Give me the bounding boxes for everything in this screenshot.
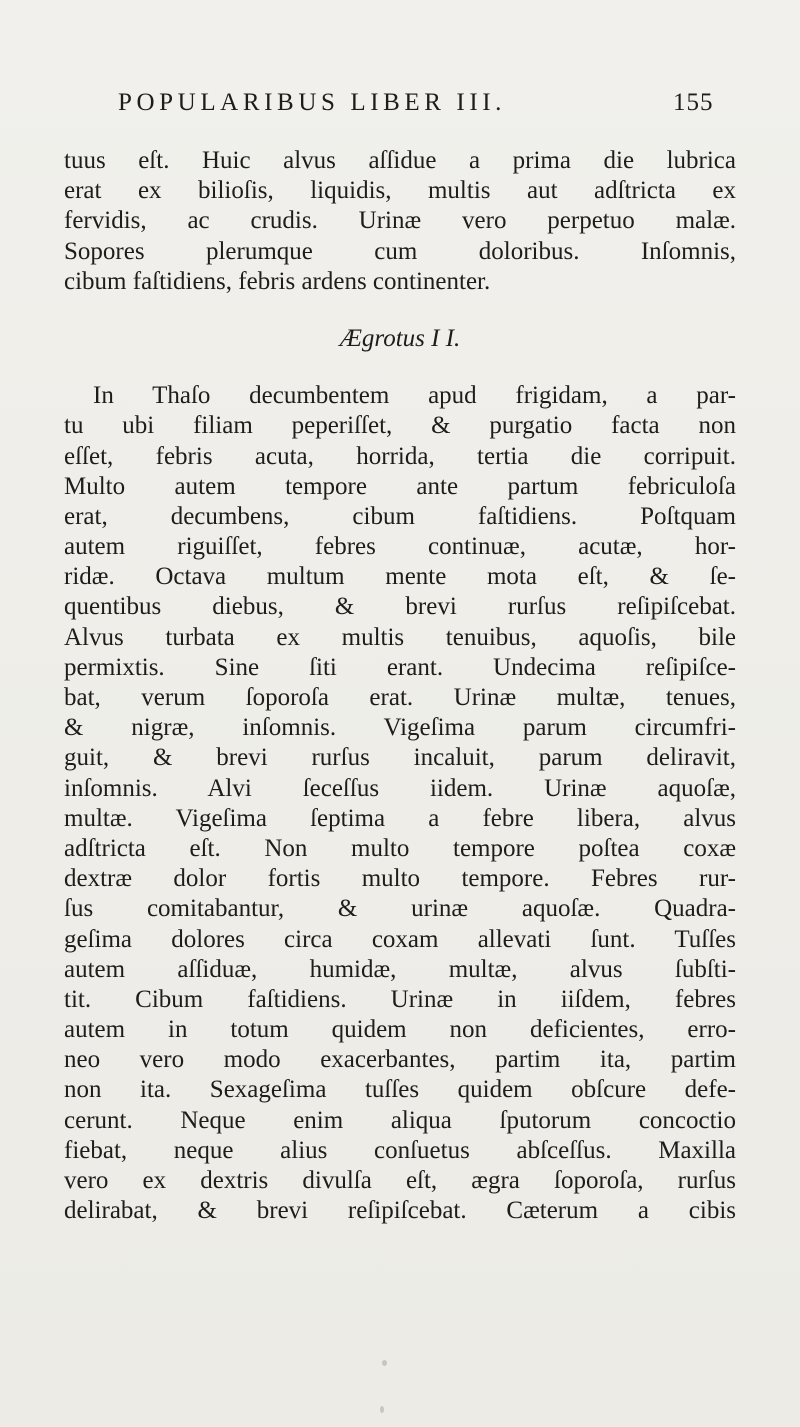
text-line: Alvus turbata ex multis tenuibus, aquoſis, bile [64,623,736,651]
text-line: erat, decumbens, cibum faſtidiens. Poſtquam [64,502,736,530]
text-line: In Thaſo decumbentem apud frigidam, a par- [93,382,736,410]
text-line: permixtis. Sine ſiti erant. Undecima reſipiſce- [64,653,736,681]
text-line: Sopores plerumque cum doloribus. Inſomnis, [64,237,736,265]
text-line: guit, & brevi rurſus incaluit, parum deliravit, [64,744,736,772]
text-line: adſtricta eſt. Non multo tempore poſtea coxæ [64,834,736,862]
text-line: Multo autem tempore ante partum febriculoſa [64,472,736,500]
paragraph-1 [64,146,736,297]
text-line: ſus comitabantur, & urinæ aquoſæ. Quadra- [64,895,736,923]
text-line: autem riguiſſet, febres continuæ, acutæ, hor- [64,533,736,561]
section-heading: Ægrotus I I. [339,324,461,352]
text-line: vero ex dextris divulſa eſt, ægra ſoporoſa, rurſus [64,1167,736,1194]
running-title: POPULARIBUS LIBER III. [118,89,507,116]
text-line: quentibus diebus, & brevi rurſus reſipiſcebat. [64,593,736,621]
text-line: ridæ. Octava multum mente mota eſt, & ſe- [64,563,736,591]
text-line: eſſet, febris acuta, horrida, tertia die corripuit. [64,442,736,470]
text-line: erat ex bilioſis, liquidis, multis aut adſtricta ex [64,177,736,205]
text-line: inſomnis. Alvi ſeceſſus iidem. Urinæ aquoſæ, [64,774,736,802]
text-line: autem aſſiduæ, humidæ, multæ, alvus ſubſti- [64,955,736,983]
text-line: fervidis, ac crudis. Urinæ vero perpetuo malæ. [64,207,736,235]
text-line: delirabat, & brevi reſipiſcebat. Cæterum a cibis [64,1197,736,1225]
text-line: cerunt. Neque enim aliqua ſputorum concoctio [64,1106,736,1134]
text-line: & nigræ, inſomnis. Vigeſima parum circumfri- [64,714,736,742]
paragraph-2 [64,381,736,1226]
body-text [64,146,736,1226]
page-number: 155 [673,89,714,116]
text-line: bat, verum ſoporoſa erat. Urinæ multæ, tenues, [64,684,736,711]
text-line: dextræ dolor fortis multo tempore. Febres rur- [64,865,736,893]
text-line: tu ubi filiam peperiſſet, & purgatio facta non [64,412,736,440]
text-line: multæ. Vigeſima ſeptima a febre libera, alvus [64,804,736,832]
text-line: cibum faſtidiens, febris ardens continenter. [64,267,491,295]
text-line: autem in totum quidem non deficientes, erro- [64,1016,736,1044]
paper-speck [382,1360,387,1366]
text-line: non ita. Sexageſima tuſſes quidem obſcure defe- [64,1076,736,1104]
paper-speck [380,1406,384,1413]
text-line: fiebat, neque alius conſuetus abſceſſus. Maxilla [64,1136,736,1164]
text-line: geſima dolores circa coxam allevati ſunt. Tuſſes [64,925,736,953]
running-head [118,89,718,129]
text-line: tuus eſt. Huic alvus aſſidue a prima die lubrica [64,147,736,174]
text-line: tit. Cibum faſtidiens. Urinæ in iiſdem, febres [64,985,736,1013]
text-line: neo vero modo exacerbantes, partim ita, partim [64,1046,736,1074]
